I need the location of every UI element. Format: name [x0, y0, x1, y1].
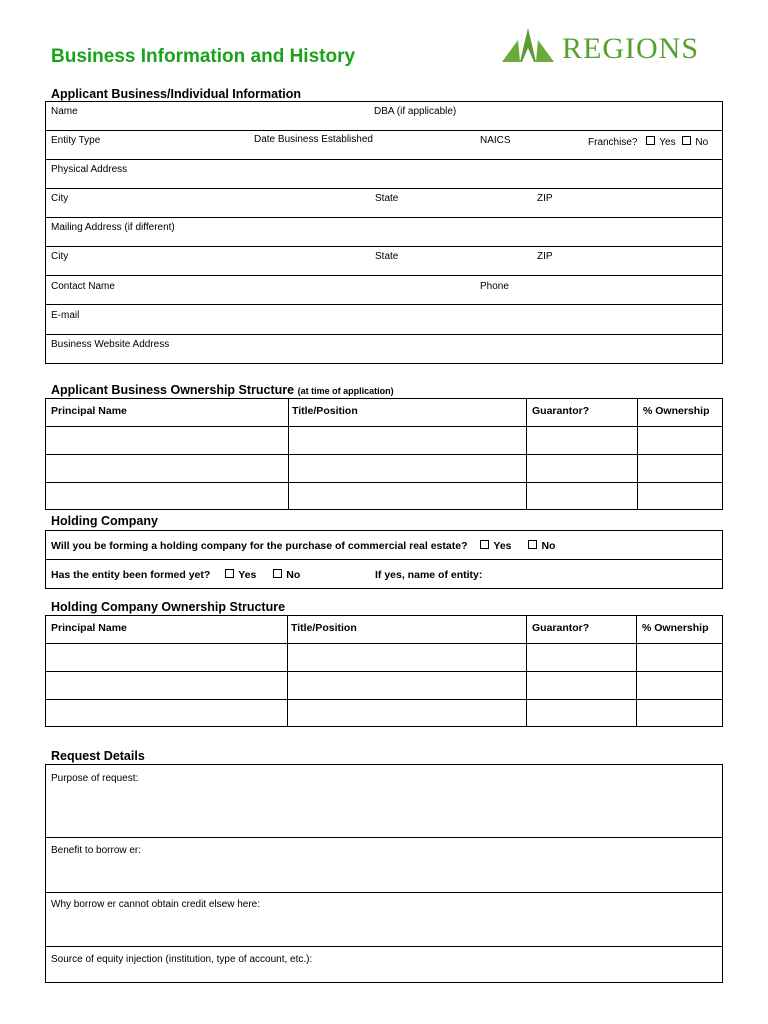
table-row	[46, 483, 723, 510]
ownership-table	[45, 398, 723, 510]
holding-q2-text: Has the entity been formed yet?	[51, 569, 211, 581]
purpose-field[interactable]: Purpose of request:	[51, 773, 139, 784]
franchise-label: Franchise?	[588, 137, 638, 148]
ownership-col-guarantor: Guarantor?	[532, 405, 590, 417]
holding-question-1	[51, 540, 555, 552]
table-row	[46, 672, 723, 700]
regions-leaf-icon	[500, 26, 556, 66]
holding-q2-no-checkbox[interactable]	[273, 569, 282, 578]
holding-q1-no-label: No	[541, 540, 556, 552]
ownership-heading-note: (at time of application)	[297, 386, 394, 396]
holding-question-2	[51, 569, 300, 581]
holding-ownership-table	[45, 615, 723, 727]
ownership-section-heading	[51, 383, 394, 397]
zip-field[interactable]: ZIP	[537, 193, 553, 204]
franchise-yes-label: Yes	[659, 137, 676, 148]
equity-source-field[interactable]: Source of equity injection (institution, type of account, etc.):	[51, 954, 313, 965]
phone-field[interactable]: Phone	[480, 281, 509, 292]
mailing-zip-field[interactable]: ZIP	[537, 251, 553, 262]
holding-col-percent: % Ownership	[642, 622, 709, 634]
franchise-no-checkbox[interactable]	[682, 136, 691, 145]
table-row	[46, 700, 723, 727]
holding-col-title: Title/Position	[291, 622, 357, 634]
physical-address-field[interactable]: Physical Address	[51, 164, 128, 175]
request-box	[45, 764, 723, 983]
city-field[interactable]: City	[51, 193, 69, 204]
holding-q1-text: Will you be forming a holding company for the purchase of commercial real estate?	[51, 540, 468, 552]
entity-type-field[interactable]: Entity Type	[51, 135, 101, 146]
applicant-section-heading: Applicant Business/Individual Information	[51, 87, 302, 101]
regions-logo	[500, 26, 720, 70]
holding-section-heading: Holding Company	[51, 514, 158, 528]
holding-ownership-heading: Holding Company Ownership Structure	[51, 600, 286, 614]
ownership-col-principal: Principal Name	[51, 405, 127, 417]
holding-q1-yes-checkbox[interactable]	[480, 540, 489, 549]
mailing-state-field[interactable]: State	[375, 251, 399, 262]
franchise-no-label: No	[695, 137, 709, 148]
holding-q1-yes-label: Yes	[493, 540, 512, 552]
holding-q1-no-checkbox[interactable]	[528, 540, 537, 549]
naics-field[interactable]: NAICS	[480, 135, 511, 146]
holding-q2-no-label: No	[286, 569, 301, 581]
ownership-col-title: Title/Position	[292, 405, 358, 417]
holding-col-principal: Principal Name	[51, 622, 127, 634]
website-field[interactable]: Business Website Address	[51, 339, 170, 350]
state-field[interactable]: State	[375, 193, 399, 204]
table-row	[46, 644, 723, 672]
request-section-heading: Request Details	[51, 749, 145, 763]
franchise-question	[588, 136, 708, 148]
entity-name-field[interactable]: If yes, name of entity:	[375, 569, 483, 581]
dba-field[interactable]: DBA (if applicable)	[374, 106, 457, 117]
mailing-city-field[interactable]: City	[51, 251, 69, 262]
franchise-yes-checkbox[interactable]	[646, 136, 655, 145]
holding-q2-yes-checkbox[interactable]	[225, 569, 234, 578]
benefit-field[interactable]: Benefit to borrow er:	[51, 845, 142, 856]
date-established-field[interactable]: Date Business Established	[254, 134, 373, 145]
holding-col-guarantor: Guarantor?	[532, 622, 590, 634]
contact-name-field[interactable]: Contact Name	[51, 281, 115, 292]
table-row	[46, 455, 723, 483]
ownership-col-percent: % Ownership	[643, 405, 710, 417]
name-field[interactable]: Name	[51, 106, 78, 117]
ownership-heading-text: Applicant Business Ownership Structure	[51, 383, 295, 397]
table-row	[46, 427, 723, 455]
page-title: Business Information and History	[51, 46, 356, 67]
email-field[interactable]: E-mail	[51, 310, 80, 321]
holding-q2-yes-label: Yes	[238, 569, 257, 581]
regions-wordmark: REGIONS	[562, 32, 700, 65]
why-field[interactable]: Why borrow er cannot obtain credit elsew here:	[51, 899, 260, 910]
mailing-address-field[interactable]: Mailing Address (if different)	[51, 222, 175, 233]
